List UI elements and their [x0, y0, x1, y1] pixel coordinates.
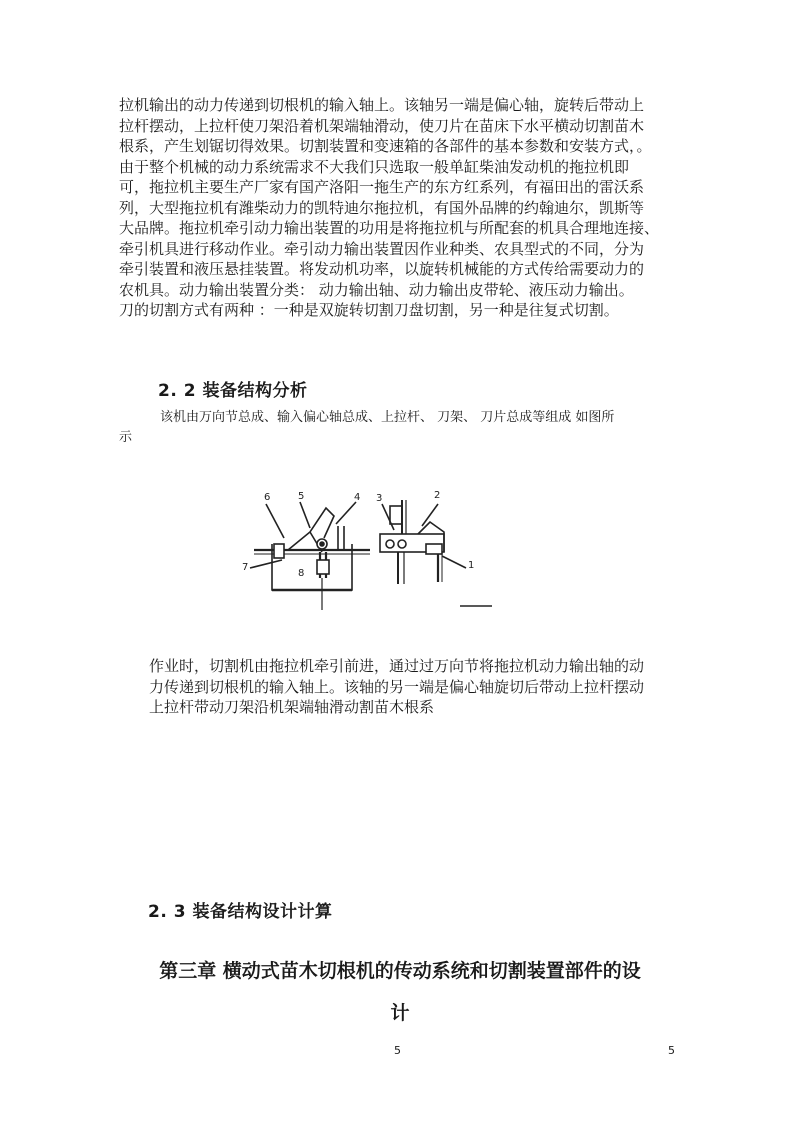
section-2-3-heading: 2. 3 装备结构设计计算	[148, 902, 333, 922]
intro-line: 拉杆摆动，上拉杆使刀架沿着机架端轴滑动，使刀片在苗床下水平横动切割苗木	[119, 116, 645, 135]
figure-label-2: 2	[434, 490, 441, 501]
intro-line: 牵引机具进行移动作业。牵引动力输出装置因作业种类、农具型式的不同，分为	[119, 239, 645, 258]
chapter-3-title	[115, 950, 685, 1034]
figure-label-4: 4	[354, 492, 361, 503]
page-number-right: 5	[668, 1044, 675, 1057]
work-line: 作业时，切割机由拖拉机牵引前进，通过过万向节将拖拉机动力输出轴的动	[149, 657, 645, 675]
figure-label-7: 7	[242, 562, 249, 573]
intro-line: 拉机输出的动力传递到切根机的输入轴上。该轴另一端是偏心轴，旋转后带动上	[119, 96, 645, 114]
intro-line: 列，大型拖拉机有潍柴动力的凯特迪尔拖拉机，有国外品牌的约翰迪尔，凯斯等	[119, 198, 645, 217]
intro-line: 根系，产生划锯切得效果。切割装置和变速箱的各部件的基本参数和安装方式，。	[119, 137, 652, 155]
work-line: 力传递到切根机的输入轴上。该轴的另一端是偏心轴旋切后带动上拉杆摆动	[149, 677, 645, 696]
section-2-2-heading: 2. 2 装备结构分析	[158, 381, 308, 401]
intro-paragraph	[119, 95, 689, 321]
intro-line: 刀的切割方式有两种 ：一种是双旋转切割刀盘切割，另一种是往复式切割。	[119, 301, 619, 319]
intro-line: 可，拖拉机主要生产厂家有国产洛阳一拖生产的东方红系列，有福田出的雷沃系	[119, 178, 645, 196]
work-paragraph	[149, 656, 689, 718]
figure-label-1: 1	[468, 560, 475, 571]
chapter-title-line2: 计	[390, 1002, 410, 1024]
intro-line: 由于整个机械的动力系统需求不大我们只选取一般单缸柴油发动机的拖拉机即	[119, 157, 630, 176]
work-line: 上拉杆带动刀架沿机架端轴滑动割苗木根系	[149, 698, 435, 716]
intro-line: 大品牌。拖拉机牵引动力输出装置的功用是将拖拉机与所配套的机具合理地连接、	[119, 219, 660, 237]
section-2-2-desc-line2: 示	[119, 430, 133, 445]
figure-label-6: 6	[264, 492, 271, 503]
figure-label-3: 3	[376, 493, 383, 504]
structure-diagram	[230, 486, 500, 614]
figure-label-8: 8	[298, 568, 305, 579]
figure-label-5: 5	[298, 491, 305, 502]
page-number-center: 5	[394, 1044, 401, 1057]
section-2-2-desc-line1: 该机由万向节总成、输入偏心轴总成、上拉杆、 刀架、 刀片总成等组成 如图所	[160, 410, 615, 425]
intro-line: 农机具。动力输出装置分类： 动力输出轴、动力输出皮带轮、液压动力输出。	[119, 280, 634, 299]
chapter-title-line1: 第三章 横动式苗木切根机的传动系统和切割装置部件的设	[159, 960, 641, 982]
intro-line: 牵引装置和液压悬挂装置。将发动机功率，以旋转机械能的方式传给需要动力的	[119, 260, 645, 278]
